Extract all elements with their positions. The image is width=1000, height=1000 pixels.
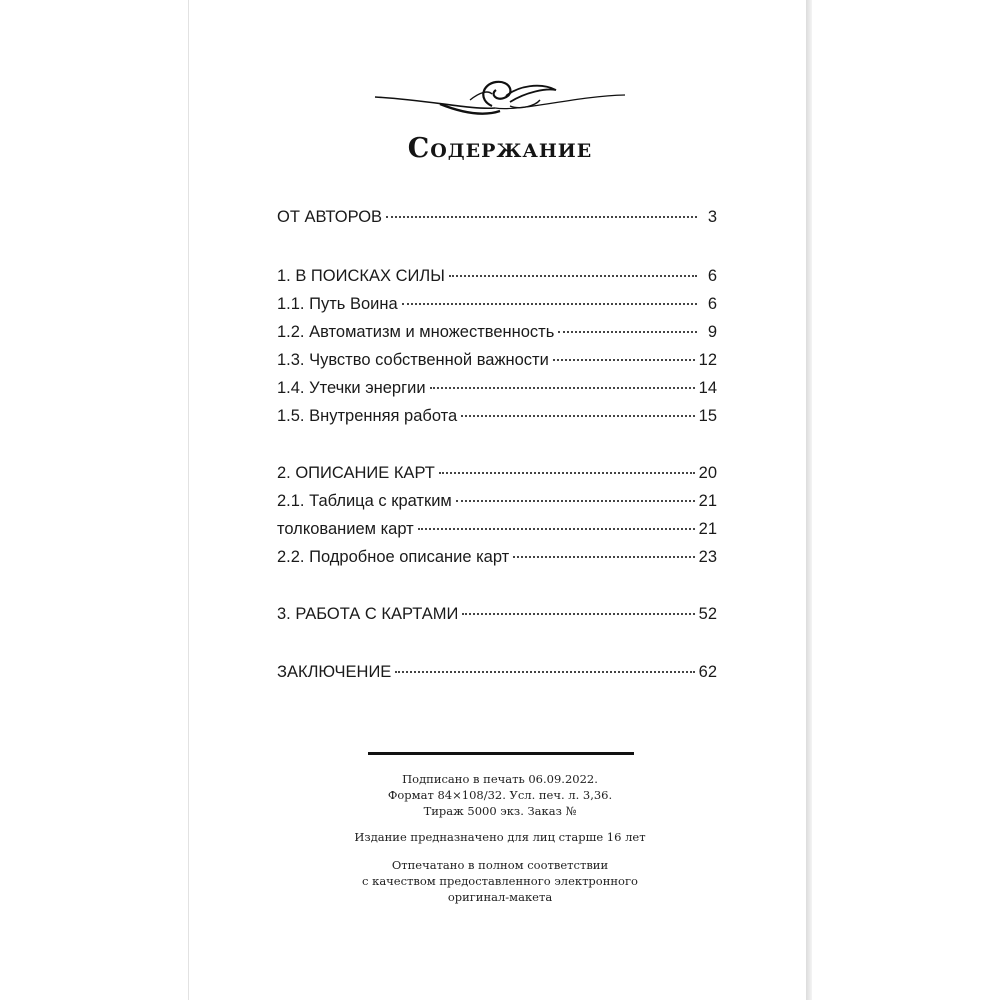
toc-entry-page: 62 xyxy=(698,663,717,681)
page-edge-shadow xyxy=(806,0,812,1000)
toc-entry-page: 21 xyxy=(698,492,717,510)
dot-leader xyxy=(462,613,694,615)
dot-leader xyxy=(439,472,695,474)
dot-leader xyxy=(386,216,697,218)
imprint-print-run: Тираж 5000 экз. Заказ № xyxy=(423,804,577,818)
toc-entry-page: 3 xyxy=(707,208,717,226)
toc-entry-title: 1.2. Автоматизм и множественность xyxy=(277,323,555,341)
toc-entry-title: ОТ АВТОРОВ xyxy=(277,208,383,226)
dot-leader xyxy=(402,303,697,305)
toc-entry-title: 2. ОПИСАНИЕ КАРТ xyxy=(277,464,435,482)
toc-entry[interactable] xyxy=(277,407,717,435)
toc-entry-page: 14 xyxy=(698,379,717,397)
toc-entry-title: ЗАКЛЮЧЕНИЕ xyxy=(277,663,392,681)
toc-entry[interactable] xyxy=(277,464,717,492)
toc-entry-title: 1. В ПОИСКАХ СИЛЫ xyxy=(277,267,445,285)
toc-entry[interactable] xyxy=(277,605,717,633)
dot-leader xyxy=(558,331,697,333)
divider-line xyxy=(368,752,634,755)
toc-entry-title: 1.5. Внутренняя работа xyxy=(277,407,458,425)
toc-entry-page: 21 xyxy=(698,520,717,538)
toc-entry-page: 6 xyxy=(707,295,717,313)
toc-entry-title: 1.1. Путь Воина xyxy=(277,295,398,313)
dot-leader xyxy=(456,500,695,502)
toc-entry-title: 2.2. Подробное описание карт xyxy=(277,548,510,566)
toc-entry-title: 3. РАБОТА С КАРТАМИ xyxy=(277,605,459,623)
toc-entry-title: 1.4. Утечки энергии xyxy=(277,379,426,397)
imprint-printed-line: Отпечатано в полном соответствии xyxy=(391,858,609,872)
imprint-signed: Подписано в печать 06.09.2022. xyxy=(402,772,598,786)
toc-entry[interactable] xyxy=(277,548,717,576)
dot-leader xyxy=(395,671,694,673)
page-title: Содержание xyxy=(407,133,593,164)
toc-entry-page: 20 xyxy=(698,464,717,482)
toc-entry-page: 12 xyxy=(698,351,717,369)
toc-entry-title: 1.3. Чувство собственной важности xyxy=(277,351,549,369)
imprint-printed-line: с качеством предоставленного электронного xyxy=(362,874,638,888)
toc-entry[interactable] xyxy=(277,492,717,520)
toc-entry[interactable] xyxy=(277,295,717,323)
toc-entry-page: 52 xyxy=(698,605,717,623)
toc-entry-title: 2.1. Таблица с кратким xyxy=(277,492,452,510)
toc-entry-page: 6 xyxy=(707,267,717,285)
toc-entry-page: 23 xyxy=(698,548,717,566)
imprint-format: Формат 84×108/32. Усл. печ. л. 3,36. xyxy=(387,788,613,802)
toc-entry-title: толкованием карт xyxy=(277,520,414,538)
dot-leader xyxy=(461,415,694,417)
dot-leader xyxy=(553,359,695,361)
toc-entry[interactable] xyxy=(277,208,717,236)
imprint-age-rating: Издание предназначено для лиц старше 16 лет xyxy=(354,830,646,844)
toc-entry[interactable] xyxy=(277,520,717,548)
toc-entry-page: 9 xyxy=(707,323,717,341)
dot-leader xyxy=(418,528,695,530)
toc-entry[interactable] xyxy=(277,323,717,351)
dot-leader xyxy=(430,387,695,389)
dot-leader xyxy=(449,275,697,277)
toc-entry-page: 15 xyxy=(698,407,717,425)
toc-entry[interactable] xyxy=(277,351,717,379)
toc-entry[interactable] xyxy=(277,663,717,691)
toc-entry[interactable] xyxy=(277,379,717,407)
dot-leader xyxy=(513,556,694,558)
toc-entry[interactable] xyxy=(277,267,717,295)
decorative-flourish-icon xyxy=(370,70,630,120)
imprint-printed-line: оригинал-макета xyxy=(447,890,553,904)
